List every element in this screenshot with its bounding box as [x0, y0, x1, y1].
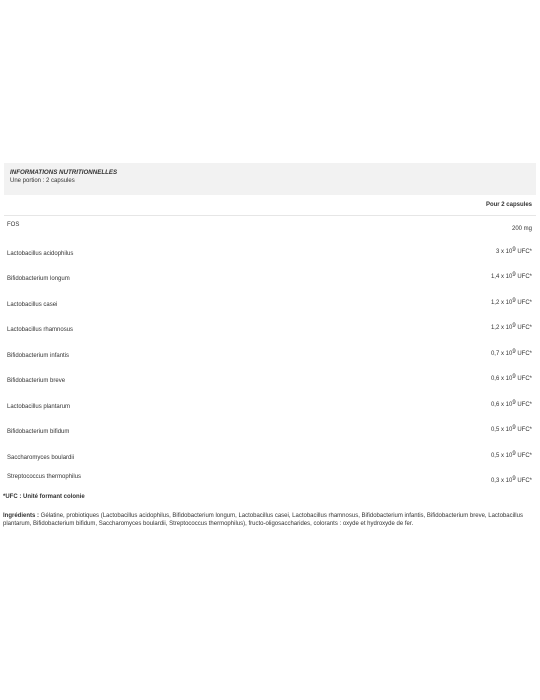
- nutrition-rows: [4, 216, 536, 497]
- ingredients-text: [3, 512, 533, 529]
- nutrient-value: [490, 348, 532, 357]
- ingredients-label: Ingrédients :: [3, 513, 40, 519]
- nutrient-value: [495, 246, 532, 255]
- nutrient-value: [491, 274, 532, 280]
- nutrition-row: [4, 242, 536, 268]
- value-exponent: 9: [512, 425, 516, 431]
- nutrient-name: FOS: [7, 222, 20, 228]
- value-unit: UFC*: [515, 376, 532, 382]
- nutrient-value: [490, 399, 532, 408]
- value-unit: UFC*: [515, 452, 532, 459]
- nutrition-row: [4, 395, 536, 421]
- nutrition-title: INFORMATIONS NUTRITIONNELLES: [10, 169, 118, 176]
- nutrient-name: Bifidobacterium breve: [7, 378, 66, 384]
- nutrient-value: [490, 450, 532, 459]
- value-base: 0,6 x 10: [490, 401, 513, 408]
- value-exponent: 9: [512, 348, 516, 355]
- nutrition-row: [4, 420, 536, 446]
- nutrient-name: Streptococcus thermophilus: [7, 474, 82, 480]
- nutrient-value: [491, 325, 532, 331]
- nutrition-panel: [4, 163, 536, 497]
- nutrient-name: Lactobacillus acidophilus: [7, 250, 74, 257]
- nutrition-row: [4, 216, 536, 242]
- value-unit: UFC*: [515, 248, 532, 255]
- nutrient-name: Bifidobacterium longum: [7, 276, 70, 282]
- ufc-footnote: *UFC : Unité formant colonie: [3, 494, 85, 500]
- value-base: 0,3 x 10: [490, 478, 513, 484]
- value-exponent: 9: [512, 450, 516, 457]
- nutrition-row: [4, 471, 536, 497]
- nutrient-name: Bifidobacterium bifidum: [7, 429, 70, 435]
- value-unit: UFC*: [515, 478, 532, 484]
- nutrition-row: [4, 267, 536, 293]
- value-exponent: 9: [512, 374, 516, 380]
- value-unit: UFC*: [515, 350, 532, 357]
- column-header: [4, 195, 536, 216]
- nutrient-name: Lactobacillus casei: [7, 301, 58, 308]
- nutrition-row: [4, 446, 536, 472]
- nutrient-value: [491, 427, 532, 433]
- nutrition-row: [4, 369, 536, 395]
- nutrient-value: [491, 478, 532, 484]
- value-base: 0,7 x 10: [490, 350, 513, 357]
- value-exponent: 9: [512, 297, 516, 304]
- nutrient-name: Bifidobacterium infantis: [7, 352, 70, 359]
- ingredients-list: Gélatine, probiotiques (Lactobacillus acidophilus, Bifidobacterium longum, Lactobacillus casei, Lactobacillus rhamnosus, Bifidobacterium infantis, Bifidobacterium breve, Lactobacillus plantarum, Bifidobacterium bifidum, Saccharomyces boulardii, Streptococcus thermophilus), fructo-oligosaccharides, colorants : oxyde et hydroxyde de fer.: [3, 513, 523, 528]
- value-unit: UFC*: [515, 401, 532, 408]
- nutrient-name: Lactobacillus plantarum: [7, 403, 71, 410]
- value-exponent: 9: [512, 246, 516, 253]
- value-exponent: 9: [512, 399, 516, 406]
- value-base: 0,5 x 10: [490, 452, 513, 459]
- value-base: 0,6 x 10: [490, 376, 513, 382]
- nutrient-name: Saccharomyces boulardii: [7, 454, 75, 461]
- nutrient-value: [512, 226, 532, 232]
- nutrition-row: [4, 293, 536, 319]
- value-unit: UFC*: [515, 325, 532, 331]
- serving-size: Une portion : 2 capsules: [10, 178, 75, 184]
- nutrient-value: [490, 297, 532, 306]
- value-unit: UFC*: [515, 299, 532, 306]
- column-header-label: Pour 2 capsules: [485, 202, 532, 208]
- value-exponent: 9: [512, 272, 516, 278]
- value-unit: UFC*: [515, 274, 532, 280]
- nutrient-name: Lactobacillus rhamnosus: [7, 327, 74, 333]
- value-base: 3 x 10: [495, 248, 513, 255]
- value-base: 1,4 x 10: [490, 274, 513, 280]
- nutrient-value: [491, 376, 532, 382]
- nutrition-row: [4, 344, 536, 370]
- nutrition-header: [4, 163, 536, 195]
- value-base: 1,2 x 10: [490, 299, 513, 306]
- value-unit: UFC*: [515, 427, 532, 433]
- value-base: 1,2 x 10: [490, 325, 513, 331]
- value-base: 200 mg: [511, 226, 532, 232]
- value-exponent: 9: [512, 323, 516, 329]
- nutrition-row: [4, 318, 536, 344]
- value-base: 0,5 x 10: [490, 427, 513, 433]
- value-exponent: 9: [512, 476, 516, 482]
